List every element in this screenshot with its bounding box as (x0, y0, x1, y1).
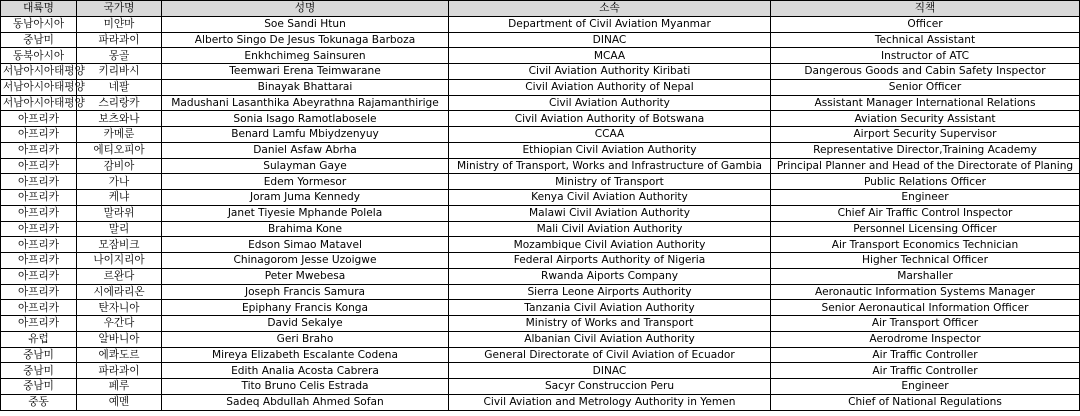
cell-organization: Civil Aviation and Metrology Authority in Yemen (449, 394, 771, 410)
cell-organization: Civil Aviation Authority of Botswana (449, 111, 771, 127)
cell-position: Higher Technical Officer (771, 253, 1080, 269)
table-row (1, 221, 1080, 237)
cell-organization: General Directorate of Civil Aviation of Ecuador (449, 347, 771, 363)
cell-continent: 아프리카 (1, 111, 77, 127)
cell-continent: 동남아시아 (1, 16, 77, 32)
cell-country: 말리 (77, 221, 162, 237)
table-row (1, 16, 1080, 32)
cell-name: Mireya Elizabeth Escalante Codena (162, 347, 449, 363)
cell-name: Edith Analia Acosta Cabrera (162, 363, 449, 379)
table-row (1, 32, 1080, 48)
cell-name: Epiphany Francis Konga (162, 300, 449, 316)
cell-position: Assistant Manager International Relations (771, 95, 1080, 111)
table-row (1, 363, 1080, 379)
cell-organization: Mozambique Civil Aviation Authority (449, 237, 771, 253)
cell-continent: 아프리카 (1, 268, 77, 284)
cell-country: 스리랑카 (77, 95, 162, 111)
table-row (1, 316, 1080, 332)
cell-position: Air Transport Economics Technician (771, 237, 1080, 253)
cell-organization: Ministry of Works and Transport (449, 316, 771, 332)
cell-organization: Ministry of Transport (449, 174, 771, 190)
cell-continent: 중남미 (1, 32, 77, 48)
cell-country: 네팔 (77, 79, 162, 95)
cell-position: Senior Officer (771, 79, 1080, 95)
table-row (1, 190, 1080, 206)
cell-organization: Department of Civil Aviation Myanmar (449, 16, 771, 32)
cell-continent: 동북아시아 (1, 48, 77, 64)
table-row (1, 237, 1080, 253)
cell-continent: 서남아시아태평양 (1, 64, 77, 80)
cell-continent: 아프리카 (1, 142, 77, 158)
cell-position: Officer (771, 16, 1080, 32)
cell-continent: 서남아시아태평양 (1, 95, 77, 111)
cell-country: 탄자니아 (77, 300, 162, 316)
cell-continent: 아프리카 (1, 221, 77, 237)
cell-organization: Mali Civil Aviation Authority (449, 221, 771, 237)
cell-continent: 아프리카 (1, 284, 77, 300)
cell-position: Aerodrome Inspector (771, 331, 1080, 347)
cell-continent: 아프리카 (1, 316, 77, 332)
cell-continent: 아프리카 (1, 158, 77, 174)
cell-name: Benard Lamfu Mbiydzenyuy (162, 127, 449, 143)
cell-continent: 아프리카 (1, 237, 77, 253)
table-row (1, 379, 1080, 395)
header-organization: 소속 (449, 1, 771, 17)
table-row (1, 394, 1080, 410)
cell-organization: MCAA (449, 48, 771, 64)
cell-name: David Sekalye (162, 316, 449, 332)
cell-continent: 아프리카 (1, 253, 77, 269)
cell-position: Principal Planner and Head of the Directorate of Planing (771, 158, 1080, 174)
cell-country: 나이지리아 (77, 253, 162, 269)
cell-name: Edem Yormesor (162, 174, 449, 190)
cell-position: Air Traffic Controller (771, 363, 1080, 379)
cell-country: 가나 (77, 174, 162, 190)
cell-country: 미얀마 (77, 16, 162, 32)
cell-name: Joram Juma Kennedy (162, 190, 449, 206)
table-header (1, 1, 1080, 17)
table-row (1, 111, 1080, 127)
cell-country: 예멘 (77, 394, 162, 410)
cell-position: Aviation Security Assistant (771, 111, 1080, 127)
cell-name: Janet Tiyesie Mphande Polela (162, 205, 449, 221)
cell-continent: 아프리카 (1, 190, 77, 206)
cell-continent: 유럽 (1, 331, 77, 347)
cell-name: Chinagorom Jesse Uzoigwe (162, 253, 449, 269)
cell-organization: Federal Airports Authority of Nigeria (449, 253, 771, 269)
cell-organization: Civil Aviation Authority (449, 95, 771, 111)
cell-name: Brahima Kone (162, 221, 449, 237)
cell-organization: Ministry of Transport, Works and Infrastructure of Gambia (449, 158, 771, 174)
table-row (1, 284, 1080, 300)
header-position: 직책 (771, 1, 1080, 17)
header-row (1, 1, 1080, 17)
cell-continent: 아프리카 (1, 205, 77, 221)
table-row (1, 347, 1080, 363)
cell-position: Marshaller (771, 268, 1080, 284)
cell-organization: Tanzania Civil Aviation Authority (449, 300, 771, 316)
cell-name: Sadeq Abdullah Ahmed Sofan (162, 394, 449, 410)
cell-name: Madushani Lasanthika Abeyrathna Rajamanthirige (162, 95, 449, 111)
cell-continent: 중남미 (1, 347, 77, 363)
cell-position: Dangerous Goods and Cabin Safety Inspector (771, 64, 1080, 80)
cell-country: 파라과이 (77, 363, 162, 379)
cell-organization: Rwanda Aiports Company (449, 268, 771, 284)
cell-position: Airport Security Supervisor (771, 127, 1080, 143)
cell-country: 보츠와나 (77, 111, 162, 127)
table-row (1, 64, 1080, 80)
cell-position: Instructor of ATC (771, 48, 1080, 64)
cell-country: 르완다 (77, 268, 162, 284)
table-row (1, 268, 1080, 284)
table-row (1, 142, 1080, 158)
cell-country: 시에라리온 (77, 284, 162, 300)
cell-country: 감비아 (77, 158, 162, 174)
cell-name: Joseph Francis Samura (162, 284, 449, 300)
cell-continent: 아프리카 (1, 127, 77, 143)
cell-organization: Kenya Civil Aviation Authority (449, 190, 771, 206)
cell-organization: Malawi Civil Aviation Authority (449, 205, 771, 221)
cell-organization: Sacyr Construccion Peru (449, 379, 771, 395)
cell-name: Sonia Isago Ramotlabosele (162, 111, 449, 127)
cell-organization: Civil Aviation Authority Kiribati (449, 64, 771, 80)
cell-position: Engineer (771, 379, 1080, 395)
cell-continent: 아프리카 (1, 300, 77, 316)
cell-name: Enkhchimeg Sainsuren (162, 48, 449, 64)
cell-position: Public Relations Officer (771, 174, 1080, 190)
cell-position: Representative Director,Training Academy (771, 142, 1080, 158)
cell-country: 페루 (77, 379, 162, 395)
cell-continent: 아프리카 (1, 174, 77, 190)
cell-position: Chief Air Traffic Control Inspector (771, 205, 1080, 221)
cell-country: 에콰도르 (77, 347, 162, 363)
cell-name: Binayak Bhattarai (162, 79, 449, 95)
table-row (1, 253, 1080, 269)
cell-position: Aeronautic Information Systems Manager (771, 284, 1080, 300)
cell-country: 모잠비크 (77, 237, 162, 253)
header-country: 국가명 (77, 1, 162, 17)
table-row (1, 205, 1080, 221)
cell-continent: 서남아시아태평양 (1, 79, 77, 95)
cell-organization: DINAC (449, 32, 771, 48)
cell-position: Air Traffic Controller (771, 347, 1080, 363)
cell-country: 말라위 (77, 205, 162, 221)
cell-name: Teemwari Erena Teimwarane (162, 64, 449, 80)
cell-country: 우간다 (77, 316, 162, 332)
cell-continent: 중남미 (1, 379, 77, 395)
cell-position: Technical Assistant (771, 32, 1080, 48)
cell-country: 카메룬 (77, 127, 162, 143)
cell-country: 몽골 (77, 48, 162, 64)
cell-country: 알바니아 (77, 331, 162, 347)
cell-organization: CCAA (449, 127, 771, 143)
cell-country: 키리바시 (77, 64, 162, 80)
cell-position: Air Transport Officer (771, 316, 1080, 332)
cell-organization: Albanian Civil Aviation Authority (449, 331, 771, 347)
table-row (1, 174, 1080, 190)
cell-position: Chief of National Regulations (771, 394, 1080, 410)
cell-name: Sulayman Gaye (162, 158, 449, 174)
cell-name: Daniel Asfaw Abrha (162, 142, 449, 158)
table-row (1, 300, 1080, 316)
cell-position: Engineer (771, 190, 1080, 206)
cell-organization: Sierra Leone Airports Authority (449, 284, 771, 300)
cell-position: Senior Aeronautical Information Officer (771, 300, 1080, 316)
cell-organization: DINAC (449, 363, 771, 379)
table-row (1, 79, 1080, 95)
cell-organization: Civil Aviation Authority of Nepal (449, 79, 771, 95)
cell-name: Tito Bruno Celis Estrada (162, 379, 449, 395)
table-body (1, 16, 1080, 410)
table-row (1, 158, 1080, 174)
table-row (1, 127, 1080, 143)
cell-name: Edson Simao Matavel (162, 237, 449, 253)
cell-organization: Ethiopian Civil Aviation Authority (449, 142, 771, 158)
cell-name: Alberto Singo De Jesus Tokunaga Barboza (162, 32, 449, 48)
cell-continent: 중남미 (1, 363, 77, 379)
cell-name: Geri Braho (162, 331, 449, 347)
table-row (1, 95, 1080, 111)
header-name: 성명 (162, 1, 449, 17)
cell-name: Peter Mwebesa (162, 268, 449, 284)
cell-country: 파라과이 (77, 32, 162, 48)
header-continent: 대륙명 (1, 1, 77, 17)
cell-position: Personnel Licensing Officer (771, 221, 1080, 237)
table-row (1, 48, 1080, 64)
table-row (1, 331, 1080, 347)
cell-continent: 중동 (1, 394, 77, 410)
cell-country: 에티오피아 (77, 142, 162, 158)
cell-name: Soe Sandi Htun (162, 16, 449, 32)
cell-country: 케냐 (77, 190, 162, 206)
